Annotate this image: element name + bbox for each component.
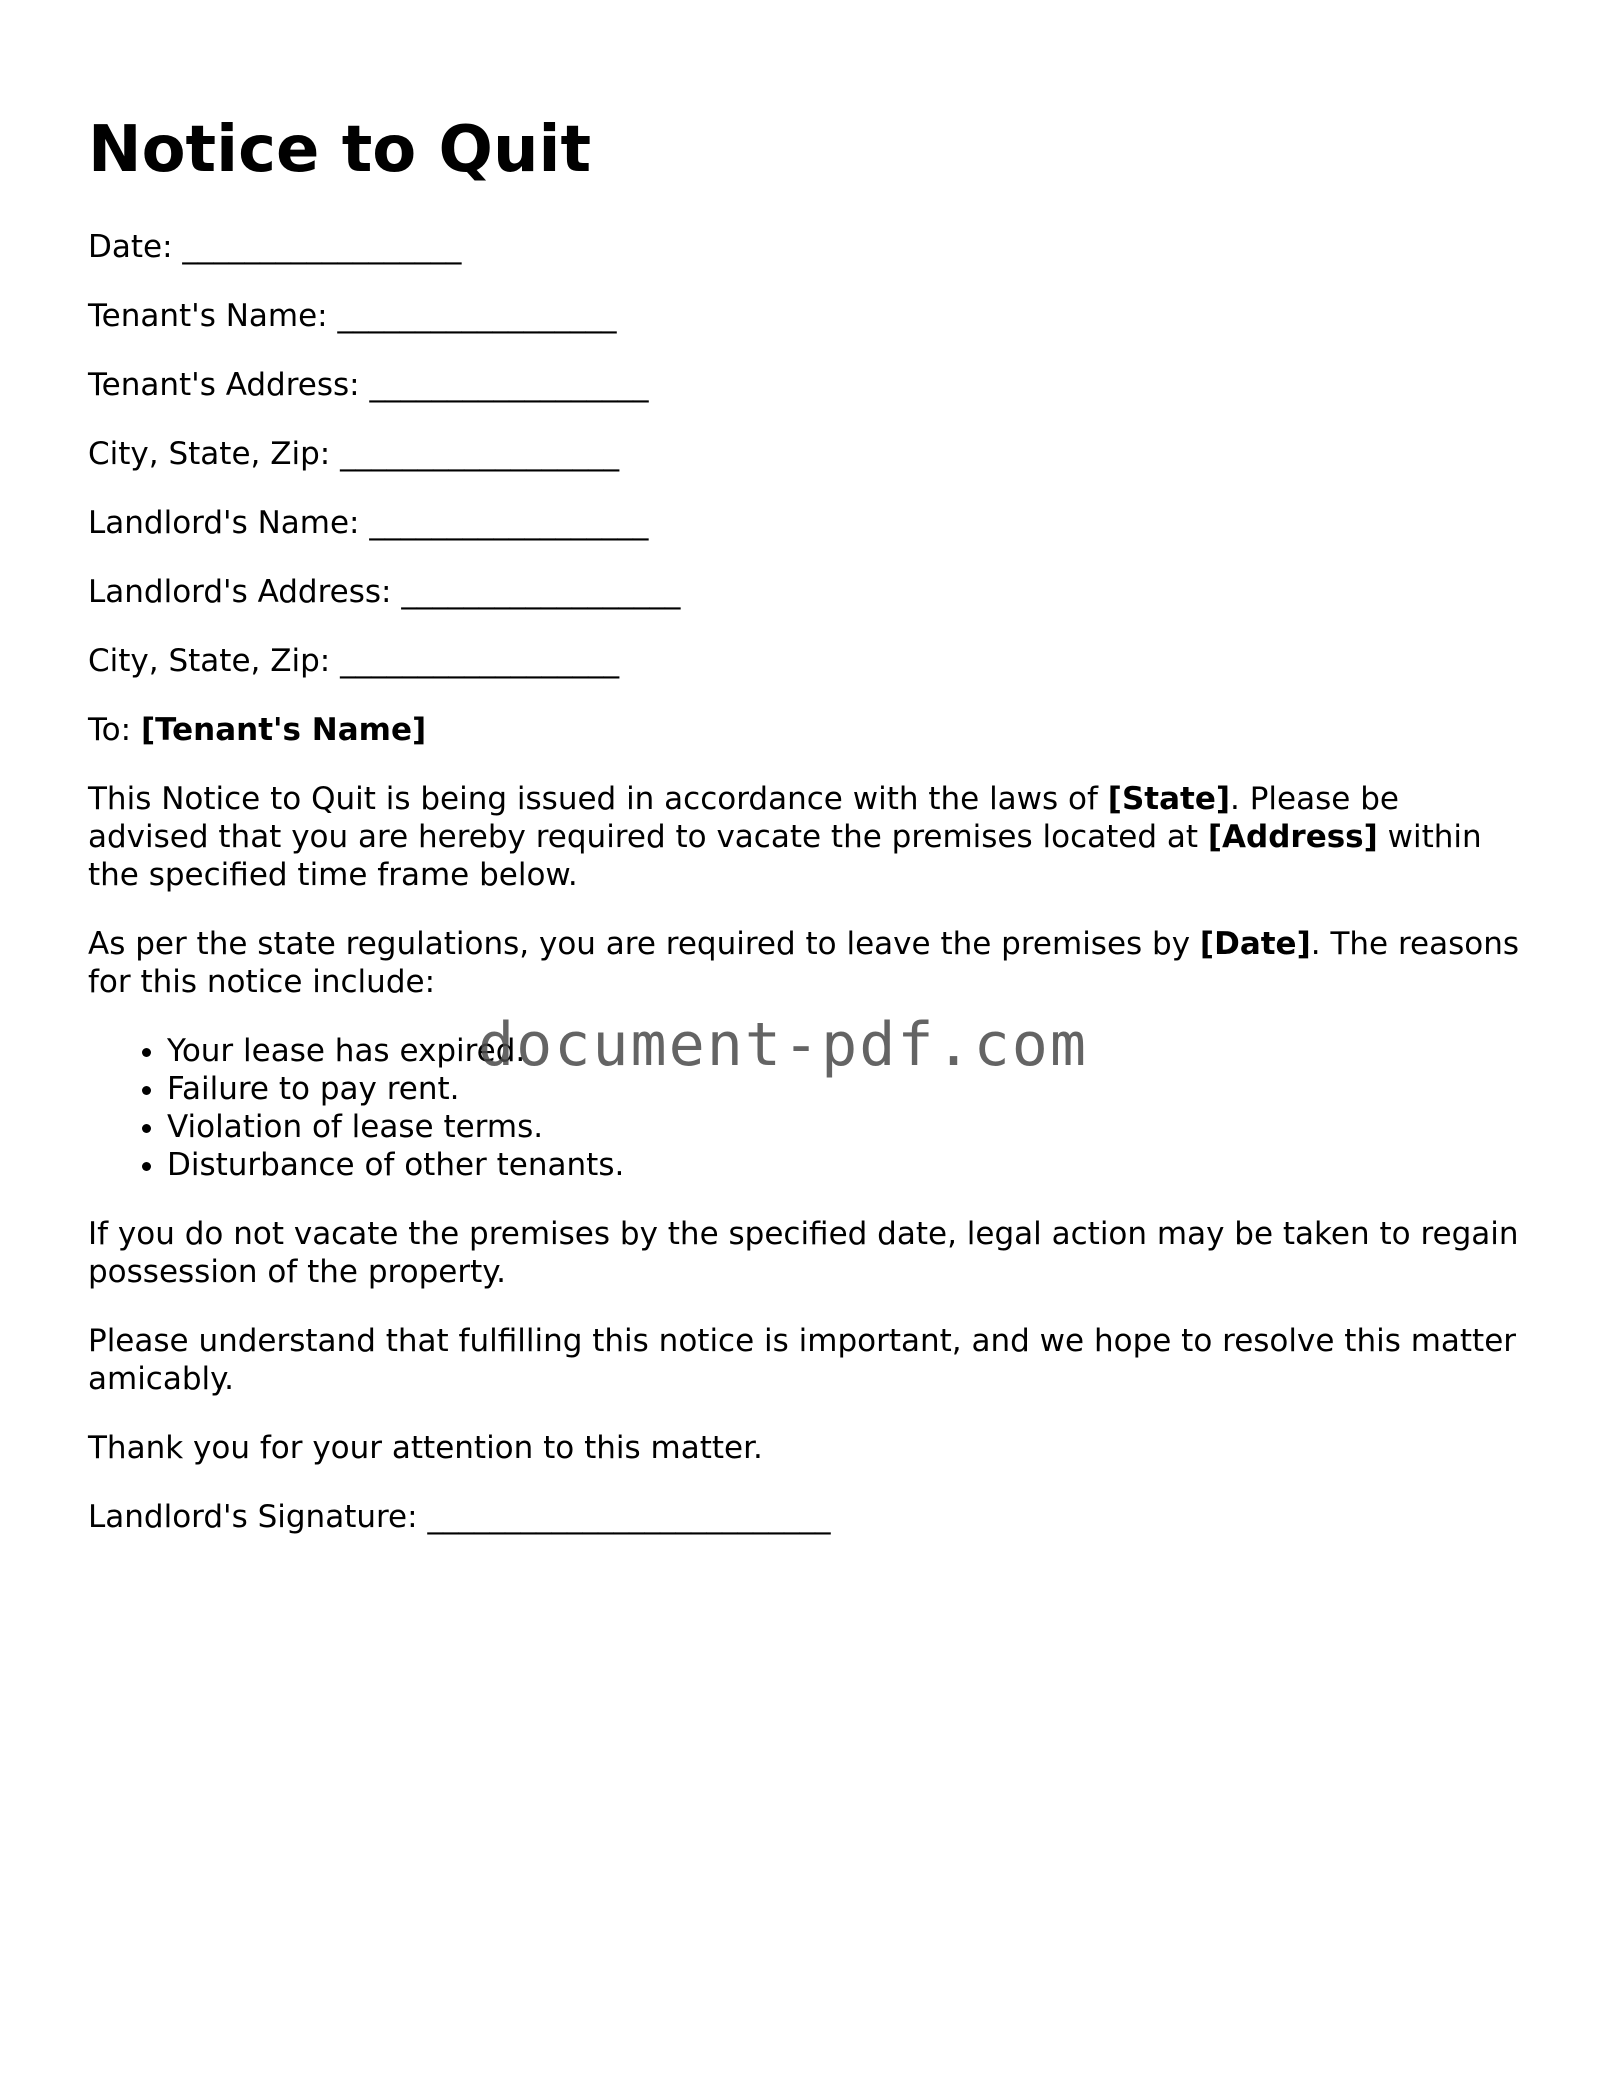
addressee-placeholder: [Tenant's Name] bbox=[140, 712, 427, 748]
page-title: Notice to Quit bbox=[88, 113, 592, 187]
paragraph-text: . Please be advised that you are hereby required to vacate the premises located at bbox=[88, 781, 1399, 855]
notice-document bbox=[88, 112, 1528, 1536]
field-label: City, State, Zip: bbox=[88, 643, 331, 679]
paragraph-text: within the specified time frame below. bbox=[88, 819, 1482, 893]
thank-you-paragraph: Thank you for your attention to this matter. bbox=[88, 1430, 763, 1466]
list-item: • Failure to pay rent. bbox=[167, 1070, 1528, 1108]
field-blank: __________________ bbox=[340, 643, 620, 679]
signature-blank: __________________________ bbox=[427, 1499, 831, 1535]
addressee-prefix: To: bbox=[88, 712, 132, 748]
field-blank: __________________ bbox=[369, 367, 649, 403]
field-blank: __________________ bbox=[337, 298, 617, 334]
resolution-paragraph: Please understand that fulfilling this notice is important, and we hope to resolve this matter amicably. bbox=[88, 1323, 1517, 1397]
landlord-name-field bbox=[88, 504, 1528, 542]
paragraph-text: As per the state regulations, you are required to leave the premises by bbox=[88, 926, 1200, 962]
date-field bbox=[88, 228, 1528, 266]
landlord-address-field bbox=[88, 573, 1528, 611]
field-blank: __________________ bbox=[401, 574, 681, 610]
tenant-city-state-zip-field bbox=[88, 435, 1528, 473]
state-placeholder: [State] bbox=[1107, 781, 1231, 817]
field-label: City, State, Zip: bbox=[88, 436, 331, 472]
address-placeholder: [Address] bbox=[1207, 819, 1378, 855]
tenant-address-field bbox=[88, 366, 1528, 404]
field-label: Landlord's Name: bbox=[88, 505, 360, 541]
signature-label: Landlord's Signature: bbox=[88, 1499, 418, 1535]
field-label: Landlord's Address: bbox=[88, 574, 392, 610]
watermark: document-pdf.com bbox=[478, 1010, 1088, 1080]
tenant-name-field bbox=[88, 297, 1528, 335]
list-item: • Disturbance of other tenants. bbox=[167, 1146, 1528, 1184]
landlord-city-state-zip-field bbox=[88, 642, 1528, 680]
date-placeholder: [Date] bbox=[1199, 926, 1311, 962]
legal-action-paragraph: If you do not vacate the premises by the specified date, legal action may be taken to regain possession of the property. bbox=[88, 1216, 1519, 1290]
field-label: Tenant's Name: bbox=[88, 298, 328, 334]
field-blank: __________________ bbox=[340, 436, 620, 472]
deadline-paragraph bbox=[88, 925, 1528, 1001]
signature-line bbox=[88, 1498, 1528, 1536]
notice-paragraph bbox=[88, 780, 1528, 894]
field-blank: __________________ bbox=[182, 229, 462, 265]
field-blank: __________________ bbox=[369, 505, 649, 541]
list-item: • Violation of lease terms. bbox=[167, 1108, 1528, 1146]
paragraph-text: This Notice to Quit is being issued in accordance with the laws of bbox=[88, 781, 1108, 817]
field-label: Date: bbox=[88, 229, 173, 265]
field-label: Tenant's Address: bbox=[88, 367, 360, 403]
list-item: • Your lease has expired. bbox=[167, 1032, 1528, 1070]
addressee-line bbox=[88, 711, 1528, 749]
paragraph-text: . The reasons for this notice include: bbox=[88, 926, 1520, 1000]
